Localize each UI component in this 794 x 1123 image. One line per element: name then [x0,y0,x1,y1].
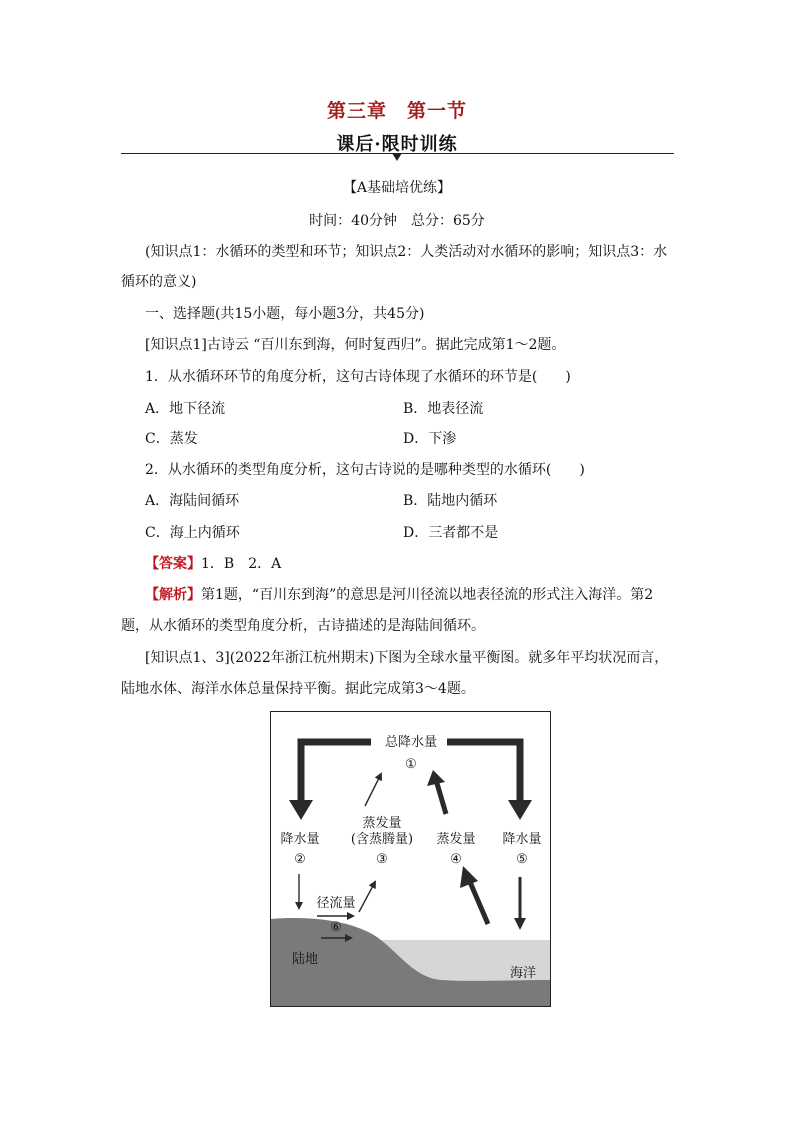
analysis-line1 [145,587,653,603]
total-precip-right-arrowhead [508,800,532,820]
part2-intro1: [知识点1、3](2022年浙江杭州期末)下图为全球水量平衡图。就多年平均状况而言， [145,650,669,666]
knowledge-points-line2: 循环的意义) [121,274,197,290]
right-precip-label: 降水量 [502,832,542,847]
land-evap-num: ③ [376,852,388,867]
evap-land-arrow [365,774,381,806]
ocean-label: 海洋 [509,966,536,981]
land-evap-sublabel: (含蒸腾量) [350,832,414,847]
water-balance-figure [270,711,551,1007]
answer-label: 【答案】 [145,556,201,572]
analysis-text1: 第1题，“百川东到海”的意思是河川径流以地表径流的形式注入海洋。第2 [201,587,654,603]
total-precip-left-arrowhead [289,800,313,820]
total-precip-label: 总降水量 [379,735,443,750]
runoff-num: ⑥ [330,920,342,935]
part1-intro: [知识点1]古诗云 “百川东到海，何时复西归”。据此完成第1～2题。 [145,337,566,353]
runoff-label: 径流量 [316,896,356,911]
question-1-option-a: A．地下径流 [145,401,226,417]
question-2-option-b: B．陆地内循环 [403,493,498,509]
sea-evap-label: 蒸发量 [436,832,476,847]
question-1-option-d: D．下渗 [403,431,457,447]
part2-intro2: 陆地水体、海洋水体总量保持平衡。据此完成第3～4题。 [121,681,475,697]
precip-sea-arrowhead [514,918,526,930]
analysis-line2: 题，从水循环的类型角度分析，古诗描述的是海陆间循环。 [121,618,485,634]
part1-heading: 一、选择题(共15小题，每小题3分，共45分) [145,306,425,322]
right-precip-num: ⑤ [516,852,528,867]
evap-sea-lower-arrow [470,882,488,924]
knowledge-points-line1: (知识点1：水循环的类型和环节；知识点2：人类活动对水循环的影响；知识点3：水 [145,244,668,260]
answer-line [145,556,281,572]
analysis-label: 【解析】 [145,587,201,603]
sea-evap-num: ④ [450,852,462,867]
question-1-option-c: C．蒸发 [145,431,198,447]
land-evap-label: 蒸发量 [362,816,402,831]
question-1-stem: 1．从水循环环节的角度分析，这句古诗体现了水循环的环节是( ) [145,369,571,385]
total-precip-left-arrow [301,742,371,800]
answer-text: 1．B 2．A [201,556,282,572]
evap-sea-upper-arrowhead [427,770,445,786]
left-precip-num: ② [294,852,306,867]
total-precip-right-arrow [447,742,520,800]
total-precip-num: ① [405,757,417,772]
question-1-option-b: B．地表径流 [403,401,484,417]
evap-sea-upper-arrow [436,780,446,814]
chapter-title: 第三章 第一节 [326,100,467,122]
left-precip-label: 降水量 [280,832,320,847]
divider-triangle-icon [392,153,402,161]
page-subtitle: 课后·限时训练 [336,134,458,155]
land-label: 陆地 [291,952,318,967]
evap-land-lower-arrow [359,882,375,912]
section-name: 【A基础培优练】 [342,180,452,196]
time-info: 时间：40分钟 总分：65分 [309,213,485,229]
question-2-option-c: C．海上内循环 [145,525,240,541]
question-2-stem: 2．从水循环的类型角度分析，这句古诗说的是哪种类型的水循环( ) [145,462,585,478]
question-2-option-d: D．三者都不是 [403,525,499,541]
question-2-option-a: A．海陆间循环 [145,493,240,509]
